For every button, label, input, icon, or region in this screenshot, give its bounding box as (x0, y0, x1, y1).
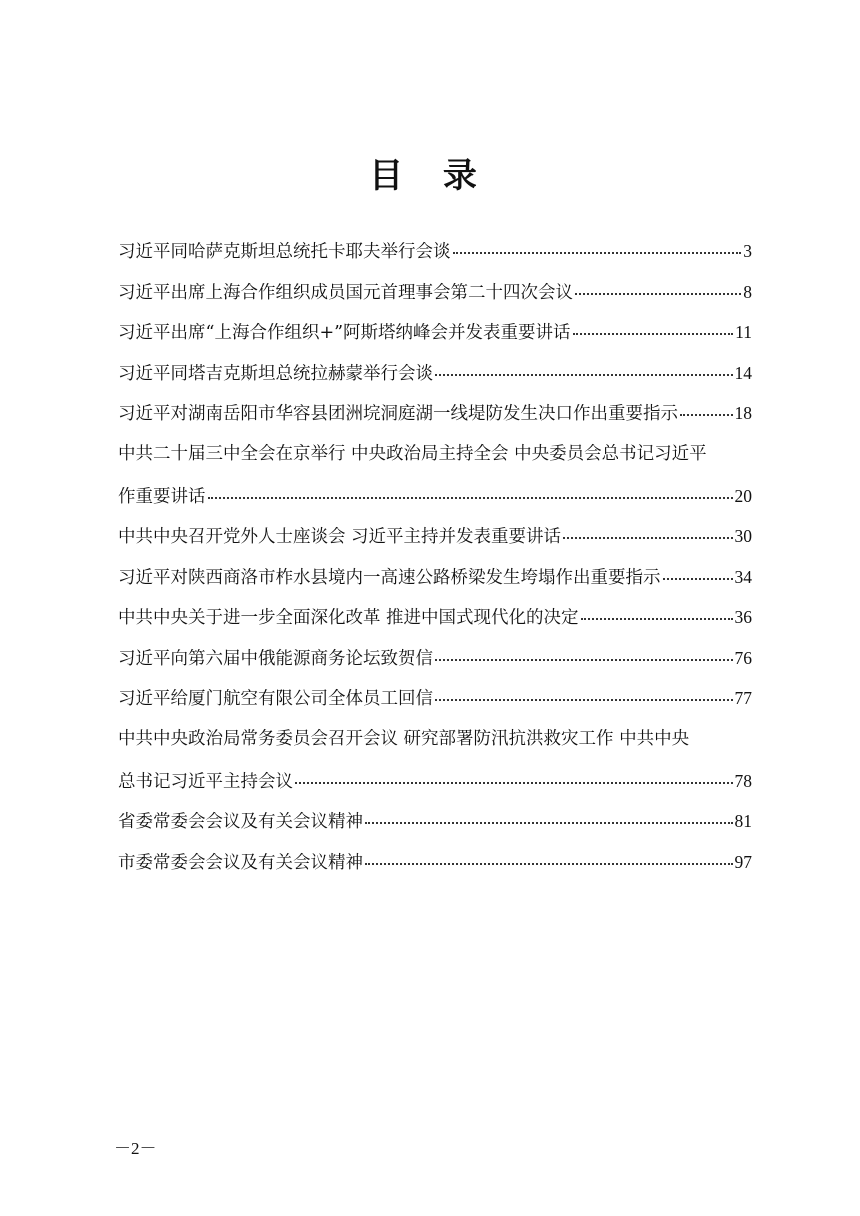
toc-leader-dots (563, 537, 732, 539)
toc-leader-dots (663, 578, 733, 580)
toc-entry-page: 97 (734, 851, 752, 872)
toc-entry-title-continued: 总书记习近平主持会议 (118, 771, 293, 792)
toc-entry[interactable] (118, 811, 752, 831)
toc-entry-page: 34 (734, 566, 752, 587)
toc-leader-dots (435, 699, 733, 701)
toc-entry-page: 18 (734, 403, 752, 423)
toc-entry-page: 76 (734, 647, 752, 668)
toc-leader-dots (365, 863, 733, 865)
page-title: 目 录 (369, 156, 491, 196)
toc-entry[interactable] (118, 688, 752, 708)
toc-entry-title: 习近平对陕西商洛市柞水县境内一高速公路桥梁发生垮塌作出重要指示 (118, 567, 661, 588)
toc-entry-title: 中共二十届三中全会在京举行 中央政治局主持全会 中央委员会总书记习近平 (118, 443, 707, 464)
toc-leader-dots (453, 252, 742, 254)
toc-entry-title: 中共中央政治局常务委员会召开会议 研究部署防汛抗洪救灾工作 中共中央 (118, 728, 690, 749)
footer-page-number: －2－ (114, 1139, 157, 1158)
toc-entry-title: 市委常委会会议及有关会议精神 (118, 852, 363, 873)
toc-entry[interactable] (118, 322, 752, 342)
toc-entry-page: 3 (743, 241, 752, 261)
toc-leader-dots (208, 497, 733, 499)
toc-entry-title: 省委常委会会议及有关会议精神 (118, 812, 363, 832)
toc-entry-page: 78 (734, 770, 752, 791)
toc-entry-title: 习近平同塔吉克斯坦总统拉赫蒙举行会谈 (118, 363, 433, 384)
toc-entry-title: 习近平给厦门航空有限公司全体员工回信 (118, 689, 433, 709)
toc-entry[interactable] (118, 403, 752, 423)
toc-entry[interactable] (118, 526, 752, 546)
toc-entry-title: 中共中央召开党外人士座谈会 习近平主持并发表重要讲话 (118, 527, 562, 547)
toc-leader-dots (435, 374, 733, 376)
toc-entry[interactable] (118, 444, 752, 506)
toc-entry-title: 习近平对湖南岳阳市华容县团洲垸洞庭湖一线堤防发生决口作出重要指示 (118, 404, 678, 424)
table-of-contents (118, 241, 752, 892)
toc-entry-page: 20 (734, 485, 752, 506)
toc-entry[interactable] (118, 852, 752, 872)
toc-entry[interactable] (118, 648, 752, 668)
toc-leader-dots (365, 822, 733, 824)
toc-entry[interactable] (118, 607, 752, 627)
toc-entry-title: 习近平出席“上海合作组织+”阿斯塔纳峰会并发表重要讲话 (118, 323, 571, 343)
toc-entry-title: 习近平出席上海合作组织成员国元首理事会第二十四次会议 (118, 282, 573, 303)
toc-entry-title-continued: 作重要讲话 (118, 486, 206, 507)
toc-entry[interactable] (118, 241, 752, 261)
toc-entry-page: 14 (734, 362, 752, 383)
toc-leader-dots (581, 618, 733, 620)
toc-leader-dots (573, 333, 734, 335)
toc-leader-dots (435, 659, 733, 661)
toc-entry-page: 8 (743, 281, 752, 302)
toc-leader-dots (680, 414, 733, 416)
toc-entry-title: 习近平向第六届中俄能源商务论坛致贺信 (118, 648, 433, 669)
toc-entry-page: 77 (734, 688, 752, 708)
toc-entry-page: 36 (734, 607, 752, 627)
toc-entry-page: 81 (734, 811, 752, 831)
toc-entry[interactable] (118, 363, 752, 383)
toc-entry-page: 11 (735, 322, 752, 342)
toc-entry[interactable] (118, 567, 752, 587)
toc-entry-title: 习近平同哈萨克斯坦总统托卡耶夫举行会谈 (118, 242, 451, 262)
toc-entry[interactable] (118, 729, 752, 791)
toc-entry-title: 中共中央关于进一步全面深化改革 推进中国式现代化的决定 (118, 608, 579, 628)
toc-entry[interactable] (118, 282, 752, 302)
toc-leader-dots (575, 293, 741, 295)
toc-entry-page: 30 (734, 526, 752, 546)
toc-leader-dots (295, 782, 733, 784)
